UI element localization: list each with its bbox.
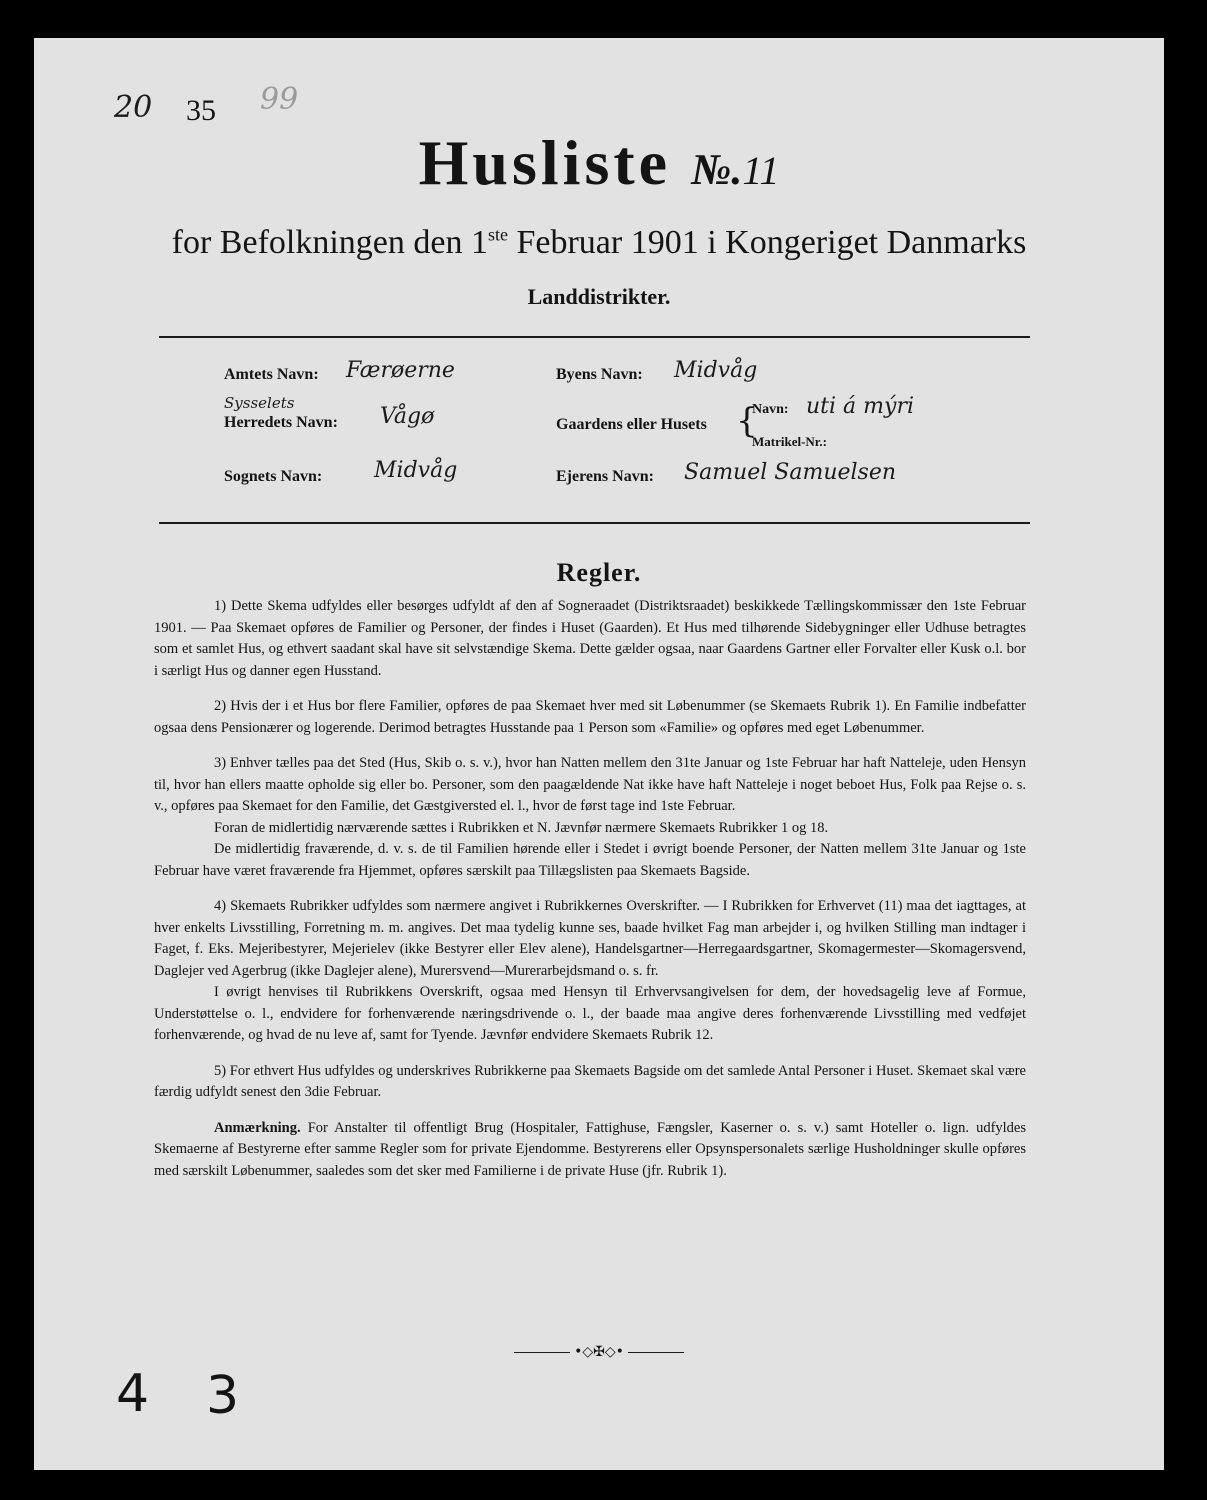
rules-heading: Regler.: [556, 558, 642, 587]
bottom-divider: [159, 522, 1030, 524]
ejer-value: Samuel Samuelsen: [684, 460, 897, 485]
census-form-page: [34, 38, 1164, 1470]
matrikel-label: Matrikel-Nr.:: [752, 434, 827, 449]
syssel-note: Sysselets: [224, 394, 295, 412]
rule-4a: 4) Skemaets Rubrikker udfyldes som nærmere angivet i Rubrikkernes Overskrifter. — I Rubrikken for Erhvervet (11) maa det iagttages, at hver enkelts Livsstilling, Forretning m. m. angives. Det maa tydelig kunne ses, baade hvilket Fag man arbejder i, og hvilken Stilling man indtager i Faget, f. Eks. Mejeribestyrer, Mejerielev (ikke Bestyrer eller Elev alene), Handelsgartner—Herregaardsgartner, Skomagermester—Skomagersvend, Daglejer ved Agerbrug (ikke Daglejer alene), Murersvend—Murerarbejdsmand o. s. fr.: [154, 898, 1026, 979]
corner-number-b: 35: [186, 94, 216, 127]
by-label: Byens Navn:: [556, 366, 643, 383]
rule-3c: De midlertidig fraværende, d. v. s. de til Familien hørende eller i Stedet i øvrigt boende Personer, der Natten mellem 31te Januar og 1ste Februar have været fraværende fra Hjemmet, opføres særskilt paa Tillægslisten paa Skemaets Bagside.: [154, 841, 1026, 879]
ornament-glyph: •◇✠◇•: [574, 1344, 624, 1360]
amt-label: Amtets Navn:: [224, 366, 319, 383]
amt-value: Færøerne: [346, 358, 455, 383]
rule-2: 2) Hvis der i et Hus bor flere Familier, opføres de paa Skemaet hver med sit Løbenummer (se Skemaets Rubrik 1). En Familie indbefatter ogsaa dens Pensionærer og logerende. Derimod betragtes Husstande paa 1 Person som «Familie» og opføres med eget Løbenummer.: [154, 698, 1026, 736]
number-value: 11: [742, 148, 780, 193]
herred-label: Herredets Navn:: [224, 414, 338, 431]
brace-symbol: {: [736, 401, 758, 441]
sogn-value: Midvåg: [374, 458, 458, 483]
ornament-divider: [34, 1344, 1164, 1360]
form-title: [34, 126, 1164, 200]
gaard-label: Gaardens eller Husets: [556, 416, 707, 433]
rule-4b: I øvrigt henvises til Rubrikkens Overskrift, ogsaa med Hensyn til Erhvervsangivelsen for dem, der hovedsagelig leve af Formue, Understøttelse o. l., endvidere for forhenværende næringsdrivende o. l., der baade maa angive deres forhenværende Livsstilling med vedføjet forhenværende, og hvad de nu leve af, samt for Tyende. Jævnfør endvidere Skemaets Rubrik 12.: [154, 984, 1026, 1043]
rule-5: 5) For ethvert Hus udfyldes og underskrives Rubrikkerne paa Skemaets Bagside om det samlede Antal Personer i Huset. Skemaet skal være færdig udfyldt senest den 3die Februar.: [154, 1062, 1026, 1100]
rule-1: 1) Dette Skema udfyldes eller besørges udfyldt af den af Sogneraadet (Distriktsraadet) beskikkede Tællingskommissær den 1ste Februar 1901. — Paa Skemaet opføres de Familier og Personer, der findes i Huset (Gaarden). Et Hus med tilhørende Sidebygninger eller Udhuse betragtes som et samlet Hus, og ethvert saadant skal have sit selvstændige Skema. Dette gælder ogsaa, naar Gaardens Gartner eller Forvalter eller Kusk o.l. bor i særligt Hus og danner egen Husstand.: [154, 598, 1026, 679]
bottom-number-b: 3: [206, 1366, 240, 1426]
subtitle-pre: for Befolkningen den 1: [171, 224, 488, 261]
rule-note: [154, 1118, 1026, 1183]
by-value: Midvåg: [674, 358, 758, 383]
district-type: Landdistrikter.: [527, 284, 671, 309]
subtitle-sup: ste: [487, 224, 508, 245]
bottom-number-a: 4: [116, 1364, 150, 1424]
rules-body: [154, 596, 1026, 1196]
corner-number-a: 20: [114, 90, 153, 125]
rule-3a: 3) Enhver tælles paa det Sted (Hus, Skib o. s. v.), hvor han Natten mellem den 31te Januar og 1ste Februar har haft Natteleje, uden Hensyn til, hvor han ellers maatte opholde sig eller bo. Personer, som den paagældende Nat ikke have haft Natteleje i noget beboet Hus, Folk paa Rejse o. s. v., opføres paa Skemaet for den Familie, det Gæstgiversted el. l., hvor de først tage ind 1ste Februar.: [154, 755, 1026, 814]
herred-value: Vågø: [380, 404, 435, 429]
sogn-label: Sognets Navn:: [224, 468, 323, 485]
subtitle-post: Februar 1901 i Kongeriget Danmarks: [507, 224, 1027, 261]
corner-number-c: 99: [260, 82, 299, 117]
top-divider: [159, 336, 1030, 338]
ejer-label: Ejerens Navn:: [556, 468, 654, 485]
form-subtitle: [34, 224, 1164, 262]
number-label: №.: [691, 145, 743, 194]
rule-3b: Foran de midlertidig nærværende sættes i Rubrikken et N. Jævnfør nærmere Skemaets Rubrikker 1 og 18.: [214, 819, 829, 836]
note-text: For Anstalter til offentligt Brug (Hospitaler, Fattighuse, Fængsler, Kaserner o. s. v.) samt Hoteller o. lign. udfyldes Skemaerne af Bestyrerne efter samme Regler som for private Ejendomme. Bestyrerens eller Opsynspersonalets særlige Husholdninger skulle opføres med særskilt Løbenummer, saaledes som det sker med Familierne i de private Huse (jfr. Rubrik 1).: [154, 1119, 1026, 1179]
navn-label: Navn:: [752, 402, 789, 417]
title-text: Husliste: [418, 127, 672, 198]
navn-value: uti á mýri: [806, 394, 914, 419]
note-label: Anmærkning.: [214, 1119, 301, 1136]
